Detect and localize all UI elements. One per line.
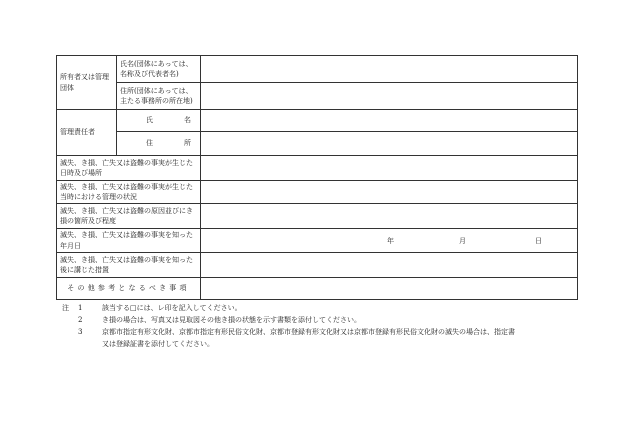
cause-extent-field[interactable] (201, 204, 578, 229)
owner-group-label: 所有者又は管理団体 (57, 56, 117, 110)
manager-group-label: 管理責任者 (57, 110, 117, 156)
note-continuation: 又は登録証書を添付してください。 (102, 340, 214, 348)
notes-section (62, 302, 602, 350)
other-notes-label: その他参考となるべき事項 (57, 278, 201, 300)
month-unit: 月 (459, 236, 466, 245)
management-status-field[interactable] (201, 181, 578, 204)
manager-address-label: 住 所 (117, 132, 201, 156)
owner-address-field[interactable] (201, 83, 578, 110)
loss-time-place-field[interactable] (201, 156, 578, 181)
known-date-field[interactable] (201, 229, 578, 253)
manager-address-field[interactable] (201, 132, 578, 156)
management-status-label: 滅失、き損、亡失又は盗難の事実が生じた当時における管理の状況 (57, 181, 201, 204)
other-notes-field[interactable] (201, 278, 578, 300)
cause-extent-label: 滅失、き損、亡失又は盗難の原因並びにき損の箇所及び程度 (57, 204, 201, 229)
note-item: 3 京都市指定有形文化財、京都市指定有形民俗文化財、京都市登録有形文化財又は京都市登録有形民俗文化財の滅失の場合は、指定書 (78, 328, 515, 336)
note-item: 注 1 該当する□には、レ印を記入してください。 (62, 304, 242, 312)
measures-taken-label: 滅失、き損、亡失又は盗難の事実を知った後に講じた措置 (57, 253, 201, 278)
measures-taken-field[interactable] (201, 253, 578, 278)
note-item: 2 き損の場合は、写真又は見取図その他き損の状態を示す書類を添付してください。 (78, 316, 361, 324)
report-form-table (56, 55, 578, 300)
manager-name-label: 氏 名 (117, 110, 201, 132)
notes-lead: 注 (62, 304, 69, 312)
day-unit: 日 (535, 236, 542, 245)
loss-time-place-label: 滅失、き損、亡失又は盗難の事実が生じた日時及び場所 (57, 156, 201, 181)
owner-name-field[interactable] (201, 56, 578, 83)
known-date-label: 滅失、き損、亡失又は盗難の事実を知った年月日 (57, 229, 201, 253)
owner-name-label: 氏名(団体にあっては、名称及び代表者名) (117, 56, 201, 83)
year-unit: 年 (387, 236, 394, 245)
manager-name-field[interactable] (201, 110, 578, 132)
owner-address-label: 住所(団体にあっては、主たる事務所の所在地) (117, 83, 201, 110)
